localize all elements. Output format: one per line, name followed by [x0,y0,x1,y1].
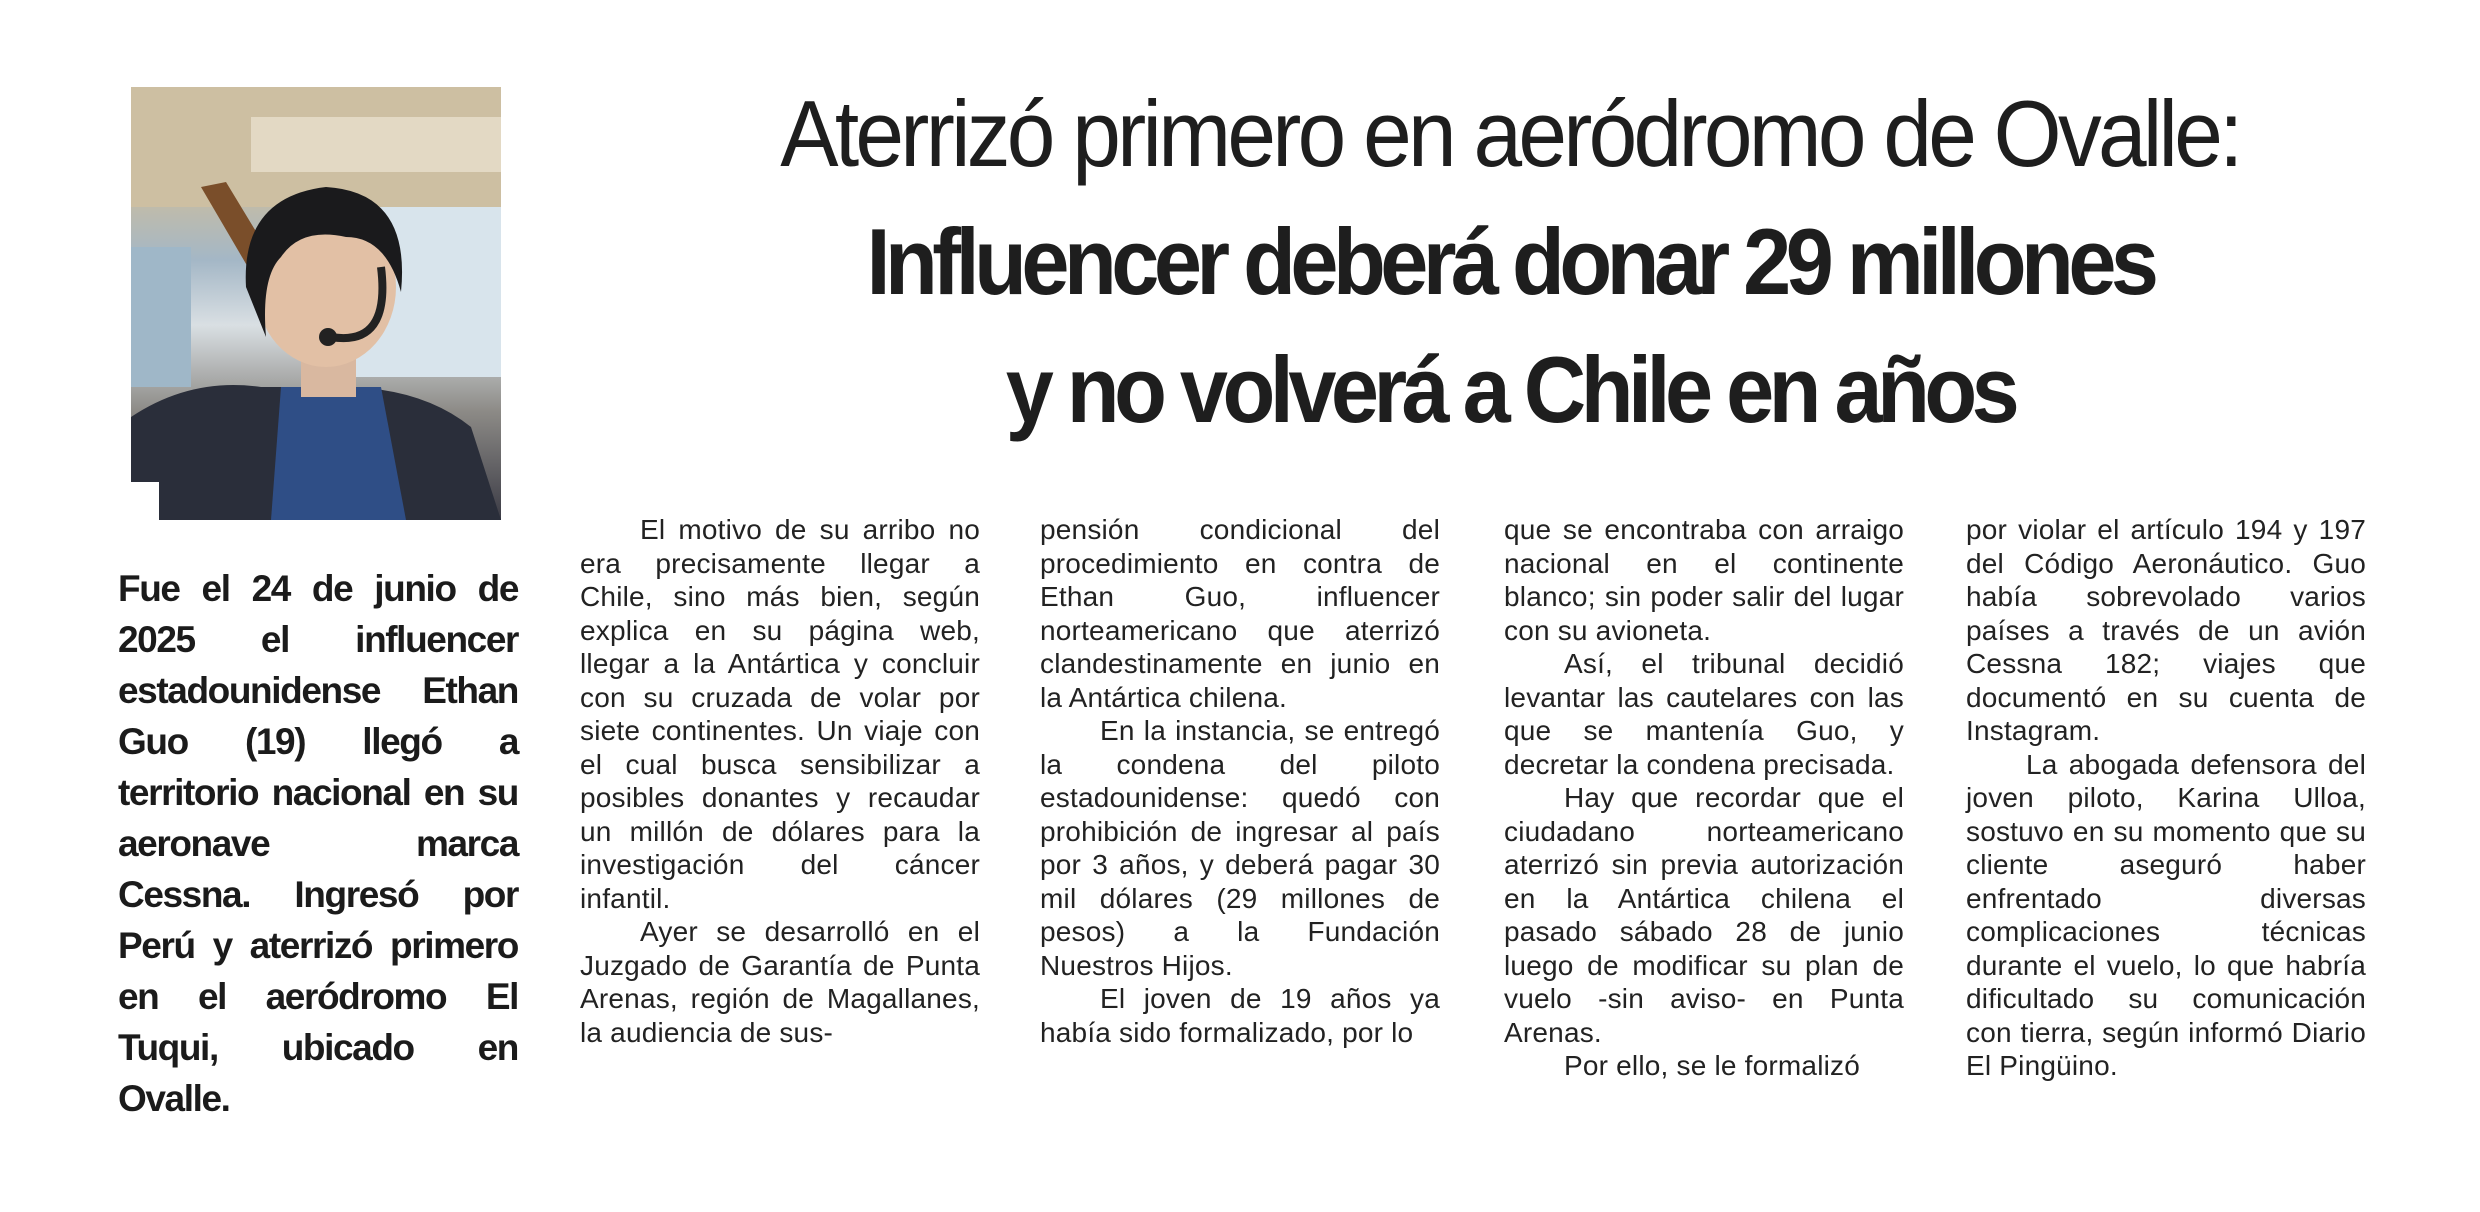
paragraph: Así, el tribunal decidió levantar las cautelares con las que se mantenía Guo, y decretar la condena precisada. [1504,648,1904,780]
paragraph: Por ello, se le formalizó [1564,1050,1861,1081]
body-column-2 [1040,513,1440,1049]
paragraph: La abogada defensora del joven piloto, Karina Ulloa, sostuvo en su momento que su cliente aseguró haber enfrentado diversas complicaciones técnicas durante el vuelo, lo que habría dificultado su comunicación con tierra, según informó Diario El Pingüino. [1966,748,2366,1081]
paragraph: pensión condicional del procedimiento en contra de Ethan Guo, influencer norteamericano que aterrizó clandestinamente en junio en la Antártica chilena. [1040,514,1440,713]
headline-line-3: y no volverá a Chile en años [1005,337,2015,442]
pilot-photo-illustration [131,87,501,520]
paragraph: Hay que recordar que el ciudadano norteamericano aterrizó sin previa autorización en la Antártica chilena el pasado sábado 28 de junio luego de modificar su plan de vuelo -sin aviso- en Punta Arenas. [1504,782,1904,1048]
lede-paragraph: Fue el 24 de junio de 2025 el influencer estadounidense Ethan Guo (19) llegó a territorio nacional en su aeronave marca Cessna. Ingresó por Perú y aterrizó primero en el aeródromo El Tuqui, ubicado en Ovalle. [118,568,518,1119]
body-column-4 [1966,513,2366,1083]
paragraph: El joven de 19 años ya había sido formalizado, por lo [1040,983,1440,1048]
paragraph: que se encontraba con arraigo nacional en el continente blanco; sin poder salir del lugar con su avioneta. [1504,514,1904,646]
headline [560,70,2460,454]
paragraph: Ayer se desarrolló en el Juzgado de Garantía de Punta Arenas, región de Magallanes, la audiencia de sus- [580,916,980,1048]
body-column-1 [580,513,980,1049]
headline-line-2: Influencer deberá donar 29 millones [866,209,2154,314]
paragraph: El motivo de su arribo no era precisamente llegar a Chile, sino más bien, según explica en su página web, llegar a la Antártica y concluir con su cruzada de volar por siete continentes. Un viaje con el cual busca sensibilizar a posibles donantes y recaudar un millón de dólares para la investigación del cáncer infantil. [580,514,980,914]
pilot-photo [131,87,501,520]
body-column-3 [1504,513,1904,1083]
paragraph: por violar el artículo 194 y 197 del Código Aeronáutico. Guo había sobrevolado varios países a través de un avión Cessna 182; viajes que documentó en su cuenta de Instagram. [1966,514,2366,746]
paragraph: En la instancia, se entregó la condena del piloto estadounidense: quedó con prohibición de ingresar al país por 3 años, y deberá pagar 30 mil dólares (29 millones de pesos) a la Fundación Nuestros Hijos. [1040,715,1440,981]
headline-line-1: Aterrizó primero en aeródromo de Ovalle: [780,81,2240,186]
